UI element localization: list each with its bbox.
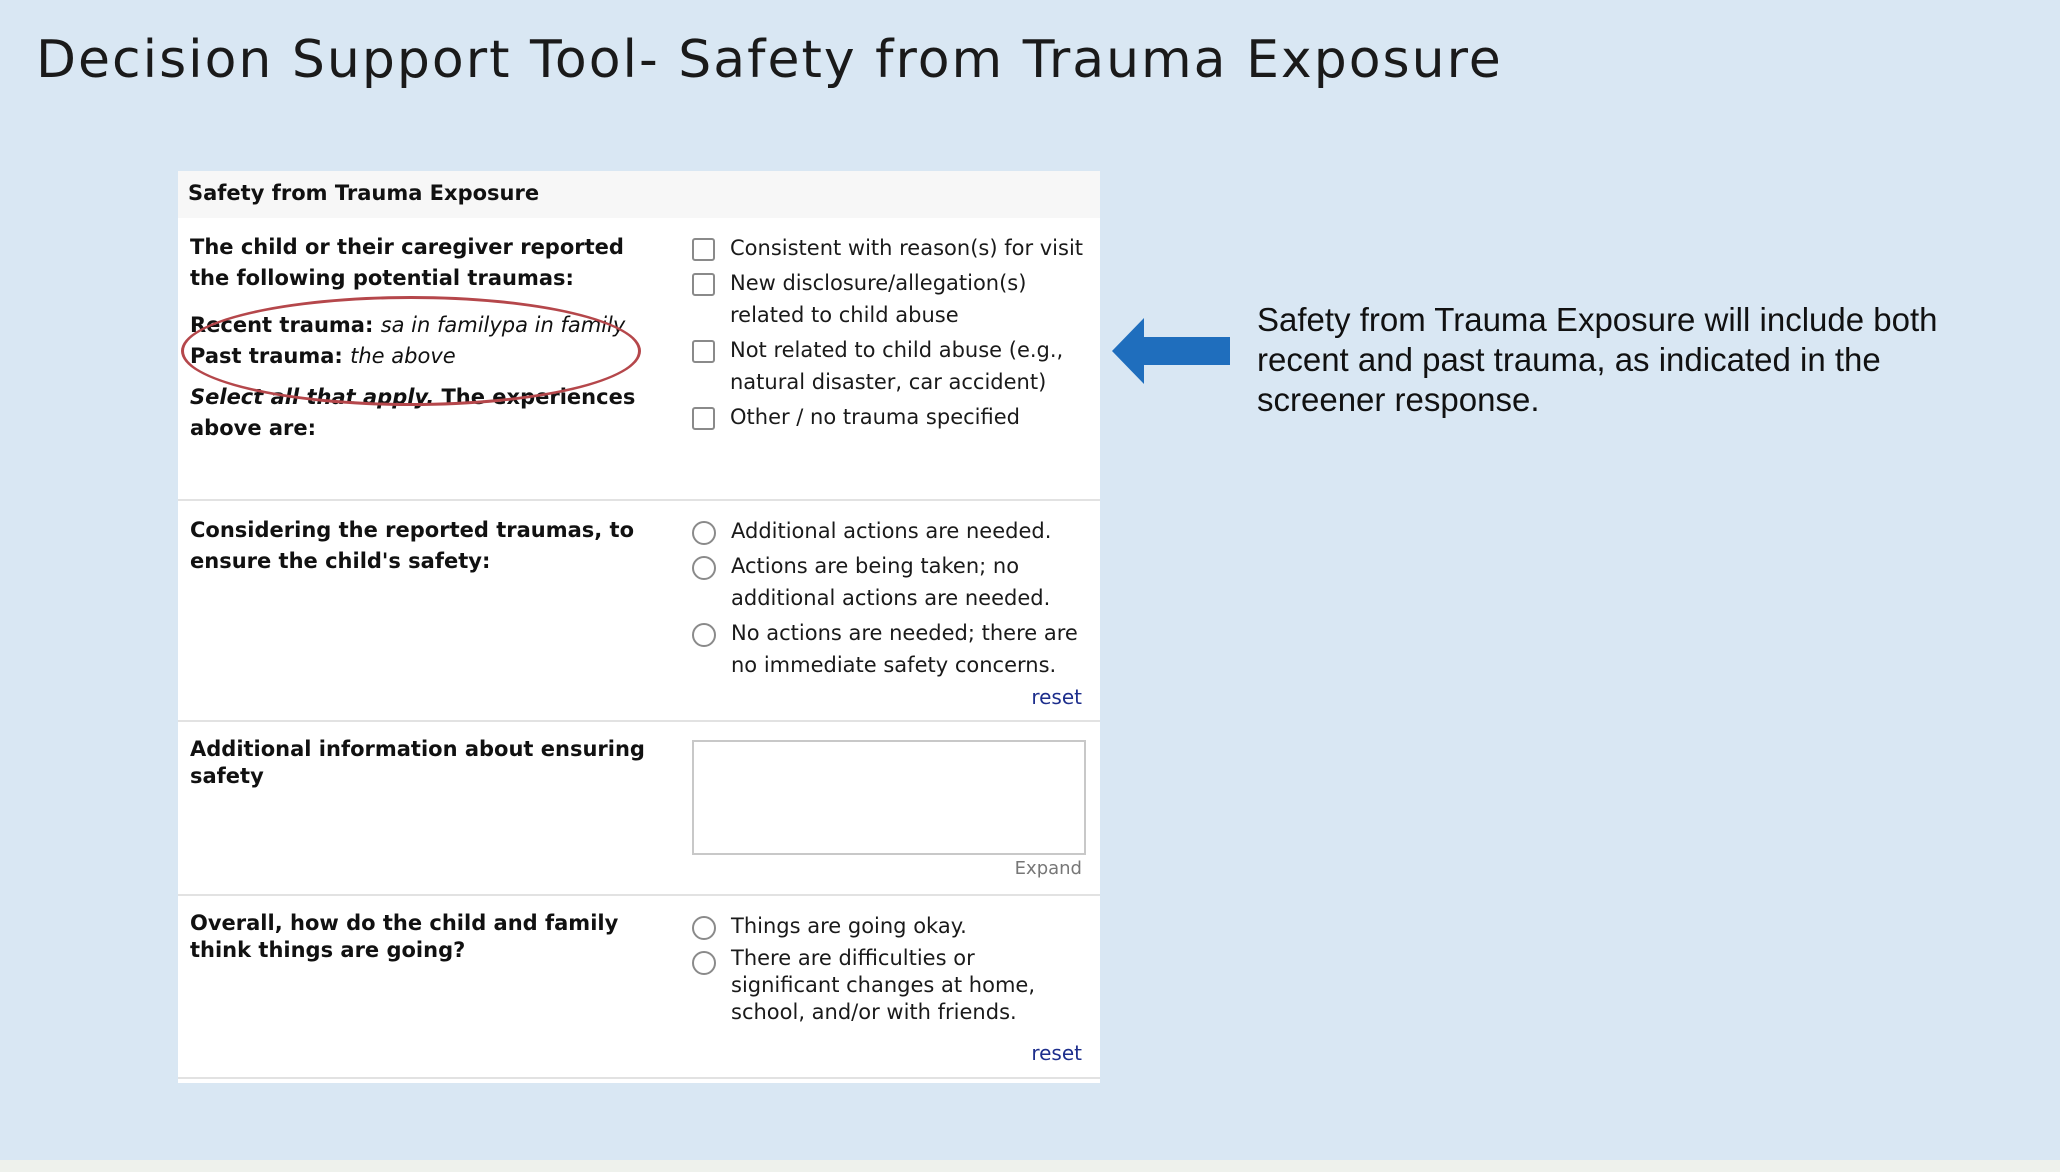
overall-question: Overall, how do the child and family think things are going? (190, 911, 619, 962)
radio-button[interactable] (692, 916, 716, 940)
trauma-option-consistent[interactable] (692, 232, 1087, 264)
option-label: Things are going okay. (731, 914, 967, 938)
option-label: Consistent with reason(s) for visit (730, 236, 1084, 260)
option-label: Other / no trauma specified (730, 405, 1020, 429)
option-label: Not related to child abuse (e.g., natural disaster, car accident) (730, 338, 1064, 394)
trauma-option-other[interactable] (692, 401, 1087, 433)
option-label: There are difficulties or significant changes at home, school, and/or with friends. (731, 946, 1035, 1024)
trauma-question-text: The child or their caregiver reported the following potential traumas: (190, 235, 624, 290)
select-instruction-rest: The experiences above are: (190, 385, 636, 440)
highlight-ellipse (181, 296, 641, 406)
past-trauma-value: the above (350, 344, 456, 368)
info-textarea[interactable] (692, 740, 1086, 855)
overall-section (178, 896, 1100, 1079)
safety-option-being-taken[interactable] (692, 550, 1087, 614)
form-header: Safety from Trauma Exposure (178, 171, 1100, 218)
trauma-option-new-disclosure[interactable] (692, 267, 1087, 331)
recent-trauma-value: sa in familypa in family (380, 313, 626, 337)
overall-reset-link[interactable]: reset (1031, 1041, 1082, 1065)
option-label: No actions are needed; there are no immediate safety concerns. (731, 621, 1078, 677)
option-label: Actions are being taken; no additional actions are needed. (731, 554, 1051, 610)
checkbox[interactable] (692, 273, 715, 296)
radio-button[interactable] (692, 521, 716, 545)
trauma-option-not-related[interactable] (692, 334, 1087, 398)
bottom-strip (0, 1160, 2060, 1172)
info-question: Additional information about ensuring safety (190, 737, 645, 788)
radio-button[interactable] (692, 951, 716, 975)
left-arrow-icon (1112, 318, 1230, 384)
radio-button[interactable] (692, 623, 716, 647)
slide-title: Decision Support Tool- Safety from Trauma Exposure (36, 30, 1503, 90)
expand-link[interactable]: Expand (1014, 858, 1082, 879)
info-section (178, 722, 1100, 896)
safety-option-none-needed[interactable] (692, 617, 1087, 681)
overall-option-okay[interactable] (692, 910, 1087, 942)
select-instruction-emphasis: Select all that apply. (190, 385, 435, 409)
checkbox[interactable] (692, 407, 715, 430)
safety-reset-link[interactable]: reset (1031, 685, 1082, 709)
safety-options (692, 515, 1087, 684)
recent-trauma-label: Recent trauma: (190, 313, 374, 337)
safety-question: Considering the reported traumas, to ensure the child's safety: (190, 518, 635, 573)
trauma-options (692, 232, 1087, 436)
safety-option-additional-needed[interactable] (692, 515, 1087, 547)
checkbox[interactable] (692, 340, 715, 363)
option-label: Additional actions are needed. (731, 519, 1052, 543)
overall-option-difficulties[interactable] (692, 945, 1087, 1026)
safety-section (178, 501, 1100, 722)
overall-options (692, 910, 1087, 1029)
option-label: New disclosure/allegation(s) related to child abuse (730, 271, 1027, 327)
radio-button[interactable] (692, 556, 716, 580)
callout-text: Safety from Trauma Exposure will include both recent and past trauma, as indicated in the screener response. (1257, 301, 1938, 418)
checkbox[interactable] (692, 238, 715, 261)
past-trauma-label: Past trauma: (190, 344, 343, 368)
